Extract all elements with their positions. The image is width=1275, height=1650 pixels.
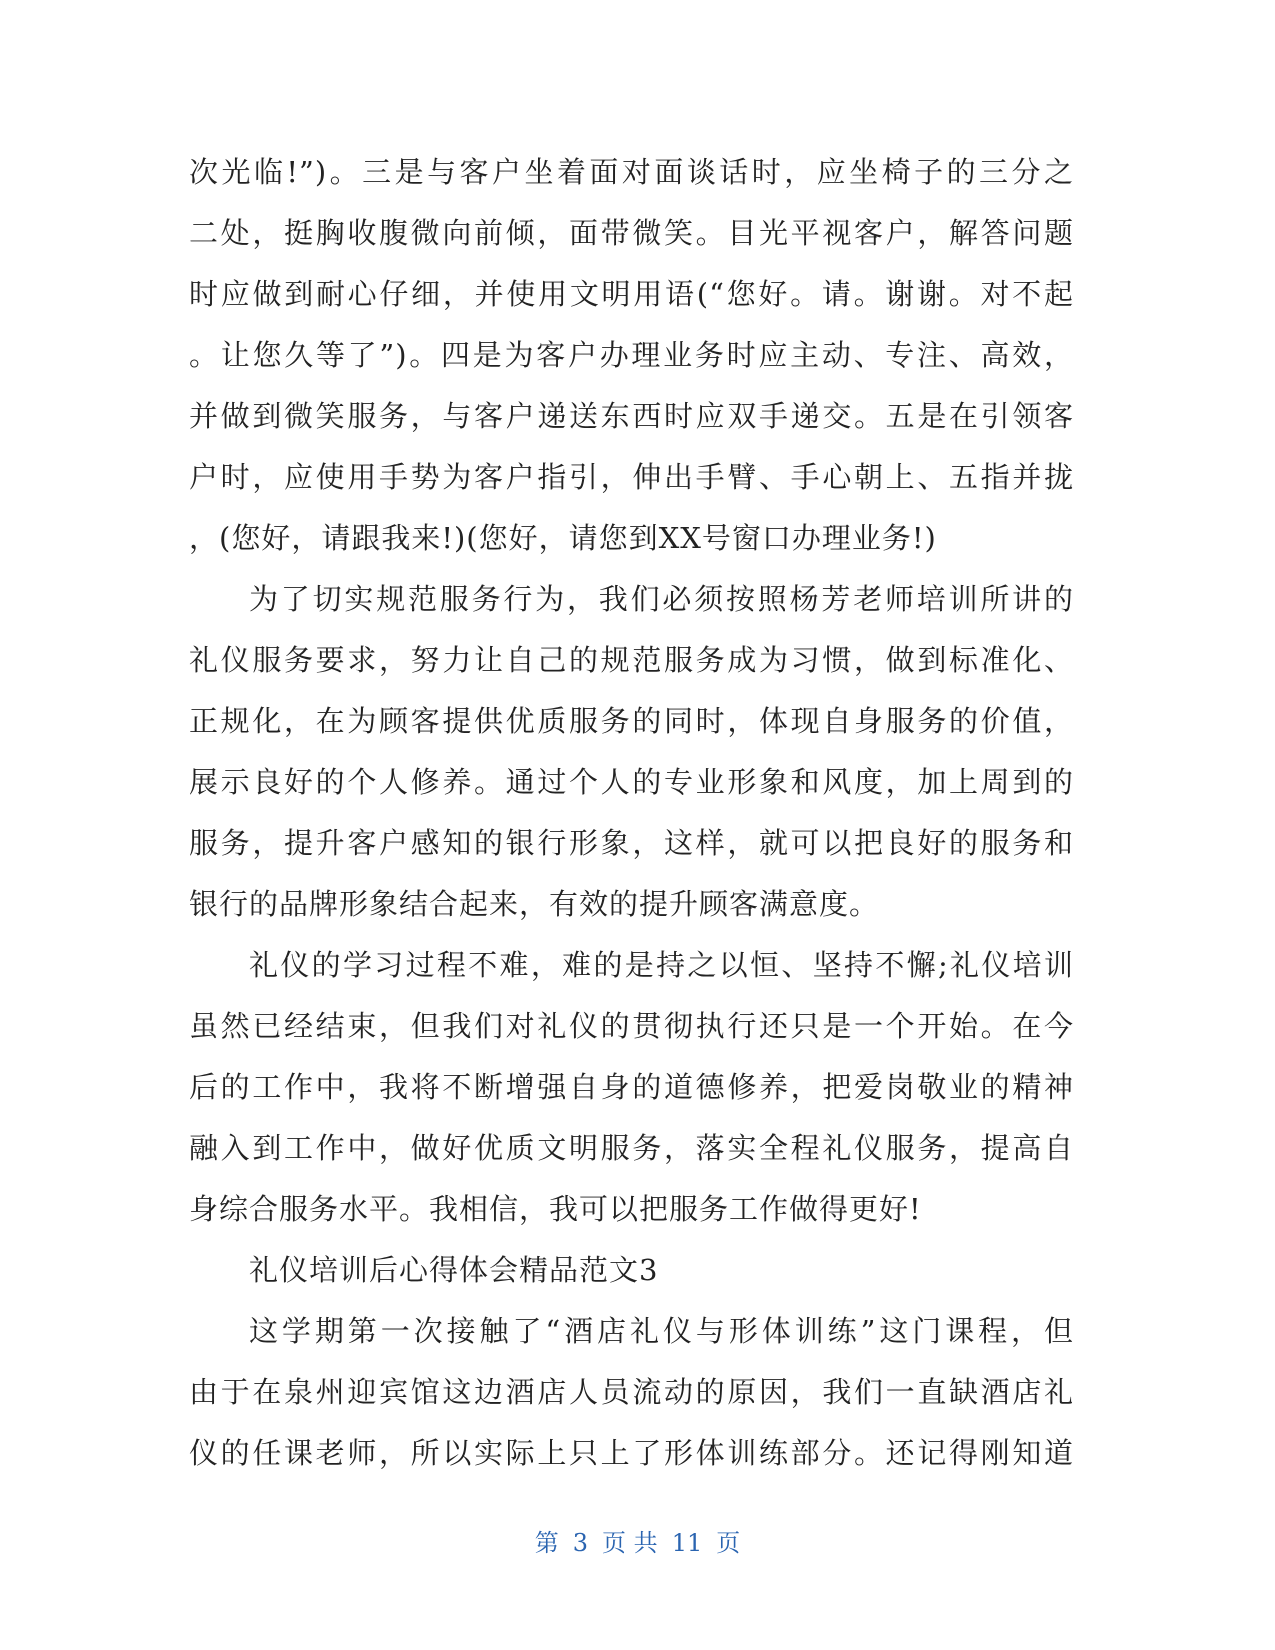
- text-line: ，(您好，请跟我来!)(您好，请您到XX号窗口办理业务!): [189, 521, 937, 555]
- text-line: 服务，提升客户感知的银行形象，这样，就可以把良好的服务和: [189, 826, 1074, 860]
- page-footer: [0, 1523, 1275, 1558]
- text-line: 礼仪服务要求，努力让自己的规范服务成为习惯，做到标准化、: [189, 643, 1074, 677]
- text-line: 正规化，在为顾客提供优质服务的同时，体现自身服务的价值，: [189, 704, 1074, 738]
- footer-prefix: 第: [534, 1529, 559, 1557]
- text-line: 时应做到耐心仔细，并使用文明用语(“您好。请。谢谢。对不起: [189, 277, 1074, 311]
- footer-suffix: 页: [716, 1529, 741, 1557]
- text-line: 仪的任课老师，所以实际上只上了形体训练部分。还记得刚知道: [189, 1436, 1074, 1470]
- text-line: 并做到微笑服务，与客户递送东西时应双手递交。五是在引领客: [189, 399, 1074, 433]
- total-pages-number: 11: [671, 1529, 703, 1557]
- text-line: 这学期第一次接触了“酒店礼仪与形体训练”这门课程，但: [249, 1314, 1074, 1348]
- current-page-number: 3: [572, 1529, 589, 1557]
- document-body: [189, 142, 1074, 1484]
- text-line: 礼仪的学习过程不难，难的是持之以恒、坚持不懈;礼仪培训: [249, 948, 1074, 982]
- text-line: 虽然已经结束，但我们对礼仪的贯彻执行还只是一个开始。在今: [189, 1009, 1074, 1043]
- text-line: 。让您久等了”)。四是为客户办理业务时应主动、专注、高效，: [189, 338, 1074, 372]
- text-line: 为了切实规范服务行为，我们必须按照杨芳老师培训所讲的: [249, 582, 1074, 616]
- text-line: 展示良好的个人修养。通过个人的专业形象和风度，加上周到的: [189, 765, 1074, 799]
- text-line: 身综合服务水平。我相信，我可以把服务工作做得更好!: [189, 1192, 922, 1226]
- text-line: 由于在泉州迎宾馆这边酒店人员流动的原因，我们一直缺酒店礼: [189, 1375, 1074, 1409]
- text-line: 二处，挺胸收腹微向前倾，面带微笑。目光平视客户，解答问题: [189, 216, 1074, 250]
- footer-mid: 页 共: [602, 1529, 658, 1557]
- text-line: 礼仪培训后心得体会精品范文3: [249, 1253, 659, 1287]
- text-line: 银行的品牌形象结合起来，有效的提升顾客满意度。: [189, 887, 880, 921]
- text-line: 户时，应使用手势为客户指引，伸出手臂、手心朝上、五指并拢: [189, 460, 1074, 494]
- text-line: 融入到工作中，做好优质文明服务，落实全程礼仪服务，提高自: [189, 1131, 1074, 1165]
- text-line: 次光临!”)。三是与客户坐着面对面谈话时，应坐椅子的三分之: [189, 155, 1074, 189]
- text-line: 后的工作中，我将不断增强自身的道德修养，把爱岗敬业的精神: [189, 1070, 1074, 1104]
